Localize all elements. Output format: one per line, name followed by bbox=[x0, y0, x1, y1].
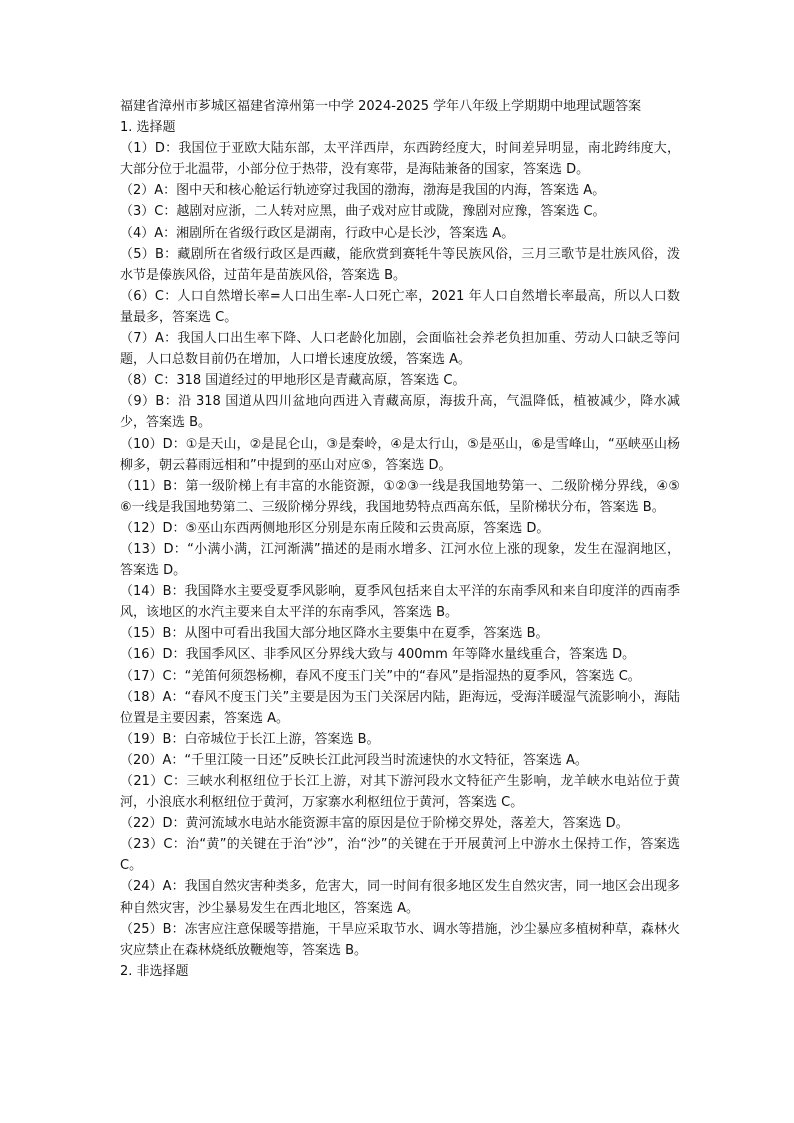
answer-item: （19）B：白帝城位于长江上游，答案选 B。 bbox=[120, 731, 380, 747]
answer-content bbox=[120, 117, 680, 982]
answer-item: （5）B：藏剧所在省级行政区是西藏，能欣赏到赛牦牛等民族风俗，三月三歌节是壮族风俗，泼水节是傣族风俗，过苗年是苗族风俗，答案选 B。 bbox=[120, 246, 680, 283]
answer-item: （1）D：我国位于亚欧大陆东部，太平洋西岸，东西跨经度大，时间差异明显，南北跨纬度大，大部分位于北温带，小部分位于热带，没有寒带，是海陆兼备的国家，答案选 D。 bbox=[120, 141, 680, 178]
answer-item: （18）A：“春风不度玉门关”主要是因为玉门关深居内陆，距海远，受海洋暖湿气流影响小，海陆位置是主要因素，答案选 A。 bbox=[120, 689, 680, 726]
answer-item: （7）A：我国人口出生率下降、人口老龄化加剧，会面临社会养老负担加重、劳动人口缺乏等问题，人口总数目前仍在增加，人口增长速度放缓，答案选 A。 bbox=[120, 331, 680, 368]
document-page bbox=[120, 96, 680, 982]
answer-item: （21）C：三峡水利枢纽位于长江上游，对其下游河段水文特征产生影响，龙羊峡水电站位于黄河，小浪底水利枢纽位于黄河，万家寨水利枢纽位于黄河，答案选 C。 bbox=[120, 774, 680, 811]
answer-item: （12）D：⑤巫山东西两侧地形区分别是东南丘陵和云贵高原，答案选 D。 bbox=[120, 520, 550, 536]
section-heading: 2. 非选择题 bbox=[120, 963, 189, 979]
answer-item: （13）D：“小满小满，江河渐满”描述的是雨水增多、江河水位上涨的现象，发生在湿润地区，答案选 D。 bbox=[120, 541, 680, 579]
answer-item: （11）B：第一级阶梯上有丰富的水能资源，①②③一线是我国地势第一、二级阶梯分界线，④⑤⑥一线是我国地势第二、三级阶梯分界线，我国地势特点西高东低，呈阶梯状分布，答案选 B。 bbox=[120, 478, 680, 515]
answer-item: （22）D：黄河流域水电站水能资源丰富的原因是位于阶梯交界处，落差大，答案选 D。 bbox=[120, 816, 629, 832]
answer-item: （6）C：人口自然增长率=人口出生率-人口死亡率，2021 年人口自然增长率最高，所以人口数量最多，答案选 C。 bbox=[120, 288, 680, 325]
answer-item: （16）D：我国季风区、非季风区分界线大致与 400mm 年等降水量线重合，答案选 D。 bbox=[120, 647, 636, 663]
answer-item: （17）C：“羌笛何须怨杨柳，春风不度玉门关”中的“春风”是指湿热的夏季风，答案选 C。 bbox=[120, 668, 641, 684]
document-title: 福建省漳州市芗城区福建省漳州第一中学 2024-2025 学年八年级上学期期中地理试题答案 bbox=[120, 99, 642, 114]
answer-item: （10）D：①是天山，②是昆仑山，③是秦岭，④是太行山，⑤是巫山，⑥是雪峰山，“巫峡巫山杨柳多，朝云暮雨远相和”中提到的巫山对应⑤，答案选 D。 bbox=[120, 436, 680, 473]
answer-item: （23）C：治“黄”的关键在于治“沙”，治“沙”的关键在于开展黄河上中游水土保持工作，答案选 C。 bbox=[120, 837, 680, 874]
answer-item: （4）A：湘剧所在省级行政区是湖南，行政中心是长沙，答案选 A。 bbox=[120, 225, 515, 241]
section-heading: 1. 选择题 bbox=[120, 120, 176, 136]
answer-item: （2）A：图中天和核心舱运行轨迹穿过我国的渤海，渤海是我国的内海，答案选 A。 bbox=[120, 183, 606, 199]
answer-item: （14）B：我国降水主要受夏季风影响，夏季风包括来自太平洋的东南季风和来自印度洋的西南季风，该地区的水汽主要来自太平洋的东南季风，答案选 B。 bbox=[120, 584, 680, 621]
answer-item: （9）B：沿 318 国道从四川盆地向西进入青藏高原，海拔升高，气温降低，植被减少，降水减少，答案选 B。 bbox=[120, 394, 680, 431]
answer-item: （25）B：冻害应注意保暖等措施，干旱应采取节水、调水等措施，沙尘暴应多植树种草，森林火灾应禁止在森林烧纸放鞭炮等，答案选 B。 bbox=[120, 921, 680, 958]
answer-item: （8）C：318 国道经过的甲地形区是青藏高原，答案选 C。 bbox=[120, 373, 466, 389]
answer-item: （15）B：从图中可看出我国大部分地区降水主要集中在夏季，答案选 B。 bbox=[120, 626, 549, 642]
answer-item: （24）A：我国自然灾害种类多，危害大，同一时间有很多地区发生自然灾害，同一地区会出现多种自然灾害，沙尘暴易发生在西北地区，答案选 A。 bbox=[120, 879, 680, 916]
answer-item: （20）A：“千里江陵一日还”反映长江此河段当时流速快的水文特征，答案选 A。 bbox=[120, 752, 588, 768]
answer-item: （3）C：越剧对应浙，二人转对应黑，曲子戏对应甘或陇，豫剧对应豫，答案选 C。 bbox=[120, 204, 606, 220]
